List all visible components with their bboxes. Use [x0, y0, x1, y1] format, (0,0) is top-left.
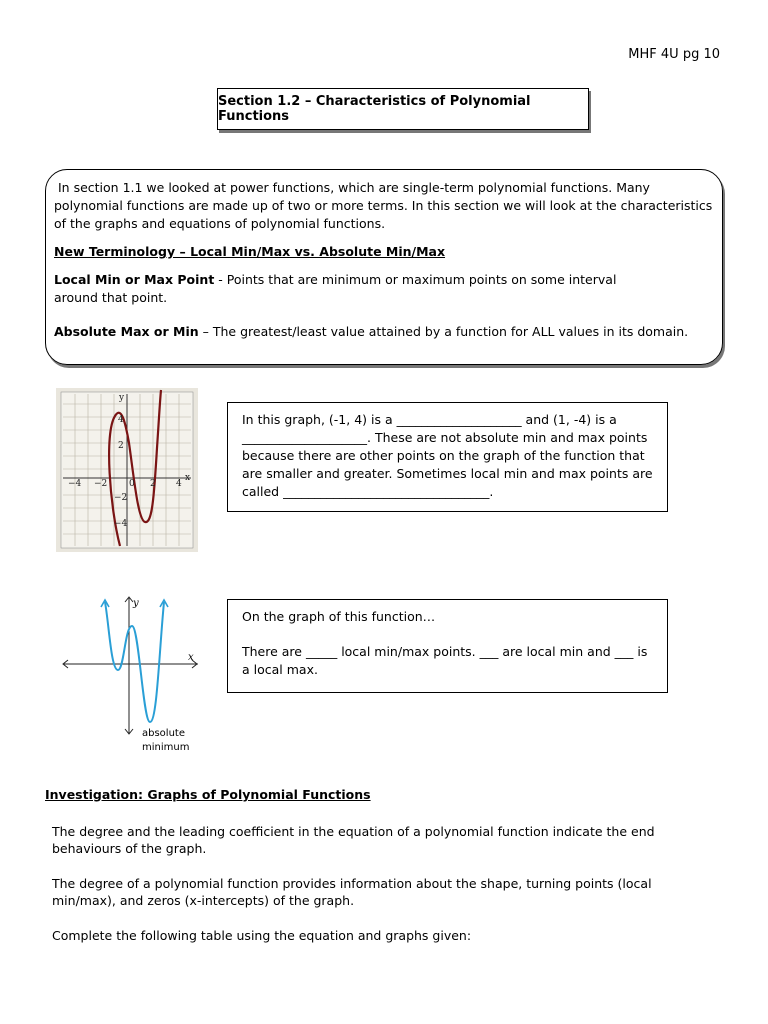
graph2-x-label: x [188, 652, 194, 663]
local-points-question-box [227, 402, 668, 512]
turning-points-line2: There are _____ local min/max points. ___ are local min and ___ is a local max. [242, 644, 648, 677]
intro-paragraph: In section 1.1 we looked at power functions, which are single-term polynomial functions. Many polynomial functions are made up of two or more terms. In this section we will look at the characteristics of the graphs and equations of polynomial functions. [54, 180, 713, 231]
section-title-text: Section 1.2 – Characteristics of Polynomial Functions [218, 94, 531, 124]
graph1-xtick: 4 [176, 479, 182, 489]
investigation-heading-text: Investigation: Graphs of Polynomial Functions [45, 787, 371, 802]
absolute-definition [54, 323, 714, 341]
quartic-graph-svg [58, 594, 204, 756]
graph1-xtick: 2 [150, 479, 156, 489]
local-term: Local Min or Max Point [54, 272, 215, 287]
graph1-xtick: −4 [68, 479, 82, 489]
graph1-ytick: 4 [118, 415, 124, 425]
graph1-ytick: −2 [114, 493, 128, 503]
absolute-minimum-caption-1: absolute [142, 728, 185, 739]
graph1-ytick: 2 [118, 441, 124, 451]
intro-box [45, 169, 723, 365]
absolute-minimum-caption-2: minimum [142, 742, 190, 753]
investigation-heading [45, 787, 371, 802]
graph1-xtick: 0 [129, 479, 135, 489]
absolute-term: Absolute Max or Min [54, 324, 199, 339]
terminology-heading: New Terminology – Local Min/Max vs. Absolute Min/Max [54, 244, 446, 259]
cubic-graph-svg [56, 388, 198, 552]
graph1-x-label: x [185, 473, 191, 483]
graph2-y-label: y [133, 598, 139, 609]
graph1-ytick: −4 [114, 519, 128, 529]
investigation-p2: The degree of a polynomial function provides information about the shape, turning points (local min/max), and zeros (x-intercepts) of the graph. [52, 876, 652, 908]
turning-points-line1: On the graph of this function… [242, 609, 436, 624]
quartic-graph [58, 594, 204, 756]
turning-points-question-box [227, 599, 668, 693]
absolute-def: – The greatest/least value attained by a function for ALL values in its domain. [198, 324, 689, 339]
local-def: - Points that are minimum or maximum points on some interval around that point. [54, 272, 617, 305]
page-reference: MHF 4U pg 10 [628, 47, 720, 62]
cubic-graph [56, 388, 198, 552]
graph1-xtick: −2 [94, 479, 108, 489]
graph1-y-label: y [119, 393, 125, 403]
investigation-p3: Complete the following table using the equation and graphs given: [52, 928, 472, 943]
section-title [217, 88, 589, 130]
local-points-question-text: In this graph, (-1, 4) is a ____________________ and (1, -4) is a ____________________. These are not absolute min and max points because there are other points on the graph of the function that are smaller and greater. Sometimes local min and max points are called _________________________________. [242, 412, 653, 499]
local-definition [54, 271, 644, 307]
investigation-body [52, 823, 692, 944]
investigation-p1: The degree and the leading coefficient in the equation of a polynomial function indicate the end behaviours of the graph. [52, 824, 655, 856]
quartic-curve [105, 602, 164, 722]
